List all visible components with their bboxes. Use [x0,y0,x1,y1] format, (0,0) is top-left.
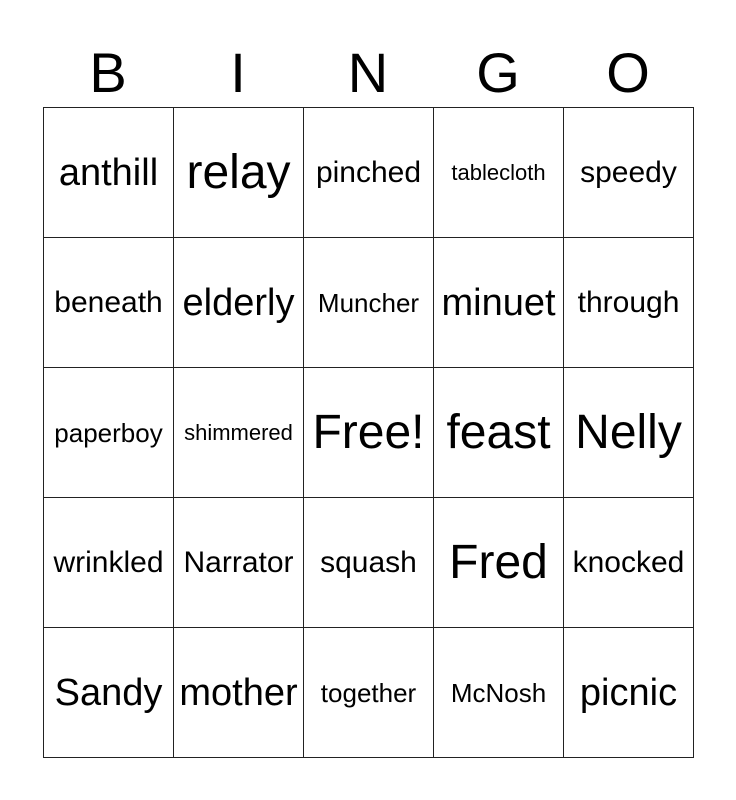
bingo-cell[interactable]: together [304,628,434,758]
bingo-cell free-space[interactable]: Free! [304,368,434,498]
bingo-cell[interactable]: speedy [564,108,694,238]
bingo-cell[interactable]: feast [434,368,564,498]
bingo-cell[interactable]: Sandy [44,628,174,758]
bingo-cell[interactable]: picnic [564,628,694,758]
bingo-cell[interactable]: paperboy [44,368,174,498]
bingo-cell[interactable]: Nelly [564,368,694,498]
bingo-cell[interactable]: tablecloth [434,108,564,238]
bingo-cell[interactable]: elderly [174,238,304,368]
bingo-cell[interactable]: Narrator [174,498,304,628]
bingo-cell[interactable]: relay [174,108,304,238]
header-letter-n: N [347,41,389,104]
bingo-cell[interactable]: Muncher [304,238,434,368]
bingo-cell[interactable]: squash [304,498,434,628]
bingo-cell[interactable]: mother [174,628,304,758]
bingo-cell[interactable]: McNosh [434,628,564,758]
bingo-cell[interactable]: beneath [44,238,174,368]
bingo-cell[interactable]: pinched [304,108,434,238]
bingo-cell[interactable]: wrinkled [44,498,174,628]
header-letter-o: O [606,41,650,104]
header-letter-b: B [89,41,127,104]
header-letter-i: I [230,41,246,104]
bingo-cell[interactable]: shimmered [174,368,304,498]
bingo-cell[interactable]: minuet [434,238,564,368]
bingo-cell[interactable]: Fred [434,498,564,628]
bingo-header [43,40,693,106]
bingo-cell[interactable]: through [564,238,694,368]
bingo-board [43,107,694,758]
header-letter-g: G [476,41,520,104]
bingo-cell[interactable]: anthill [44,108,174,238]
bingo-cell[interactable]: knocked [564,498,694,628]
